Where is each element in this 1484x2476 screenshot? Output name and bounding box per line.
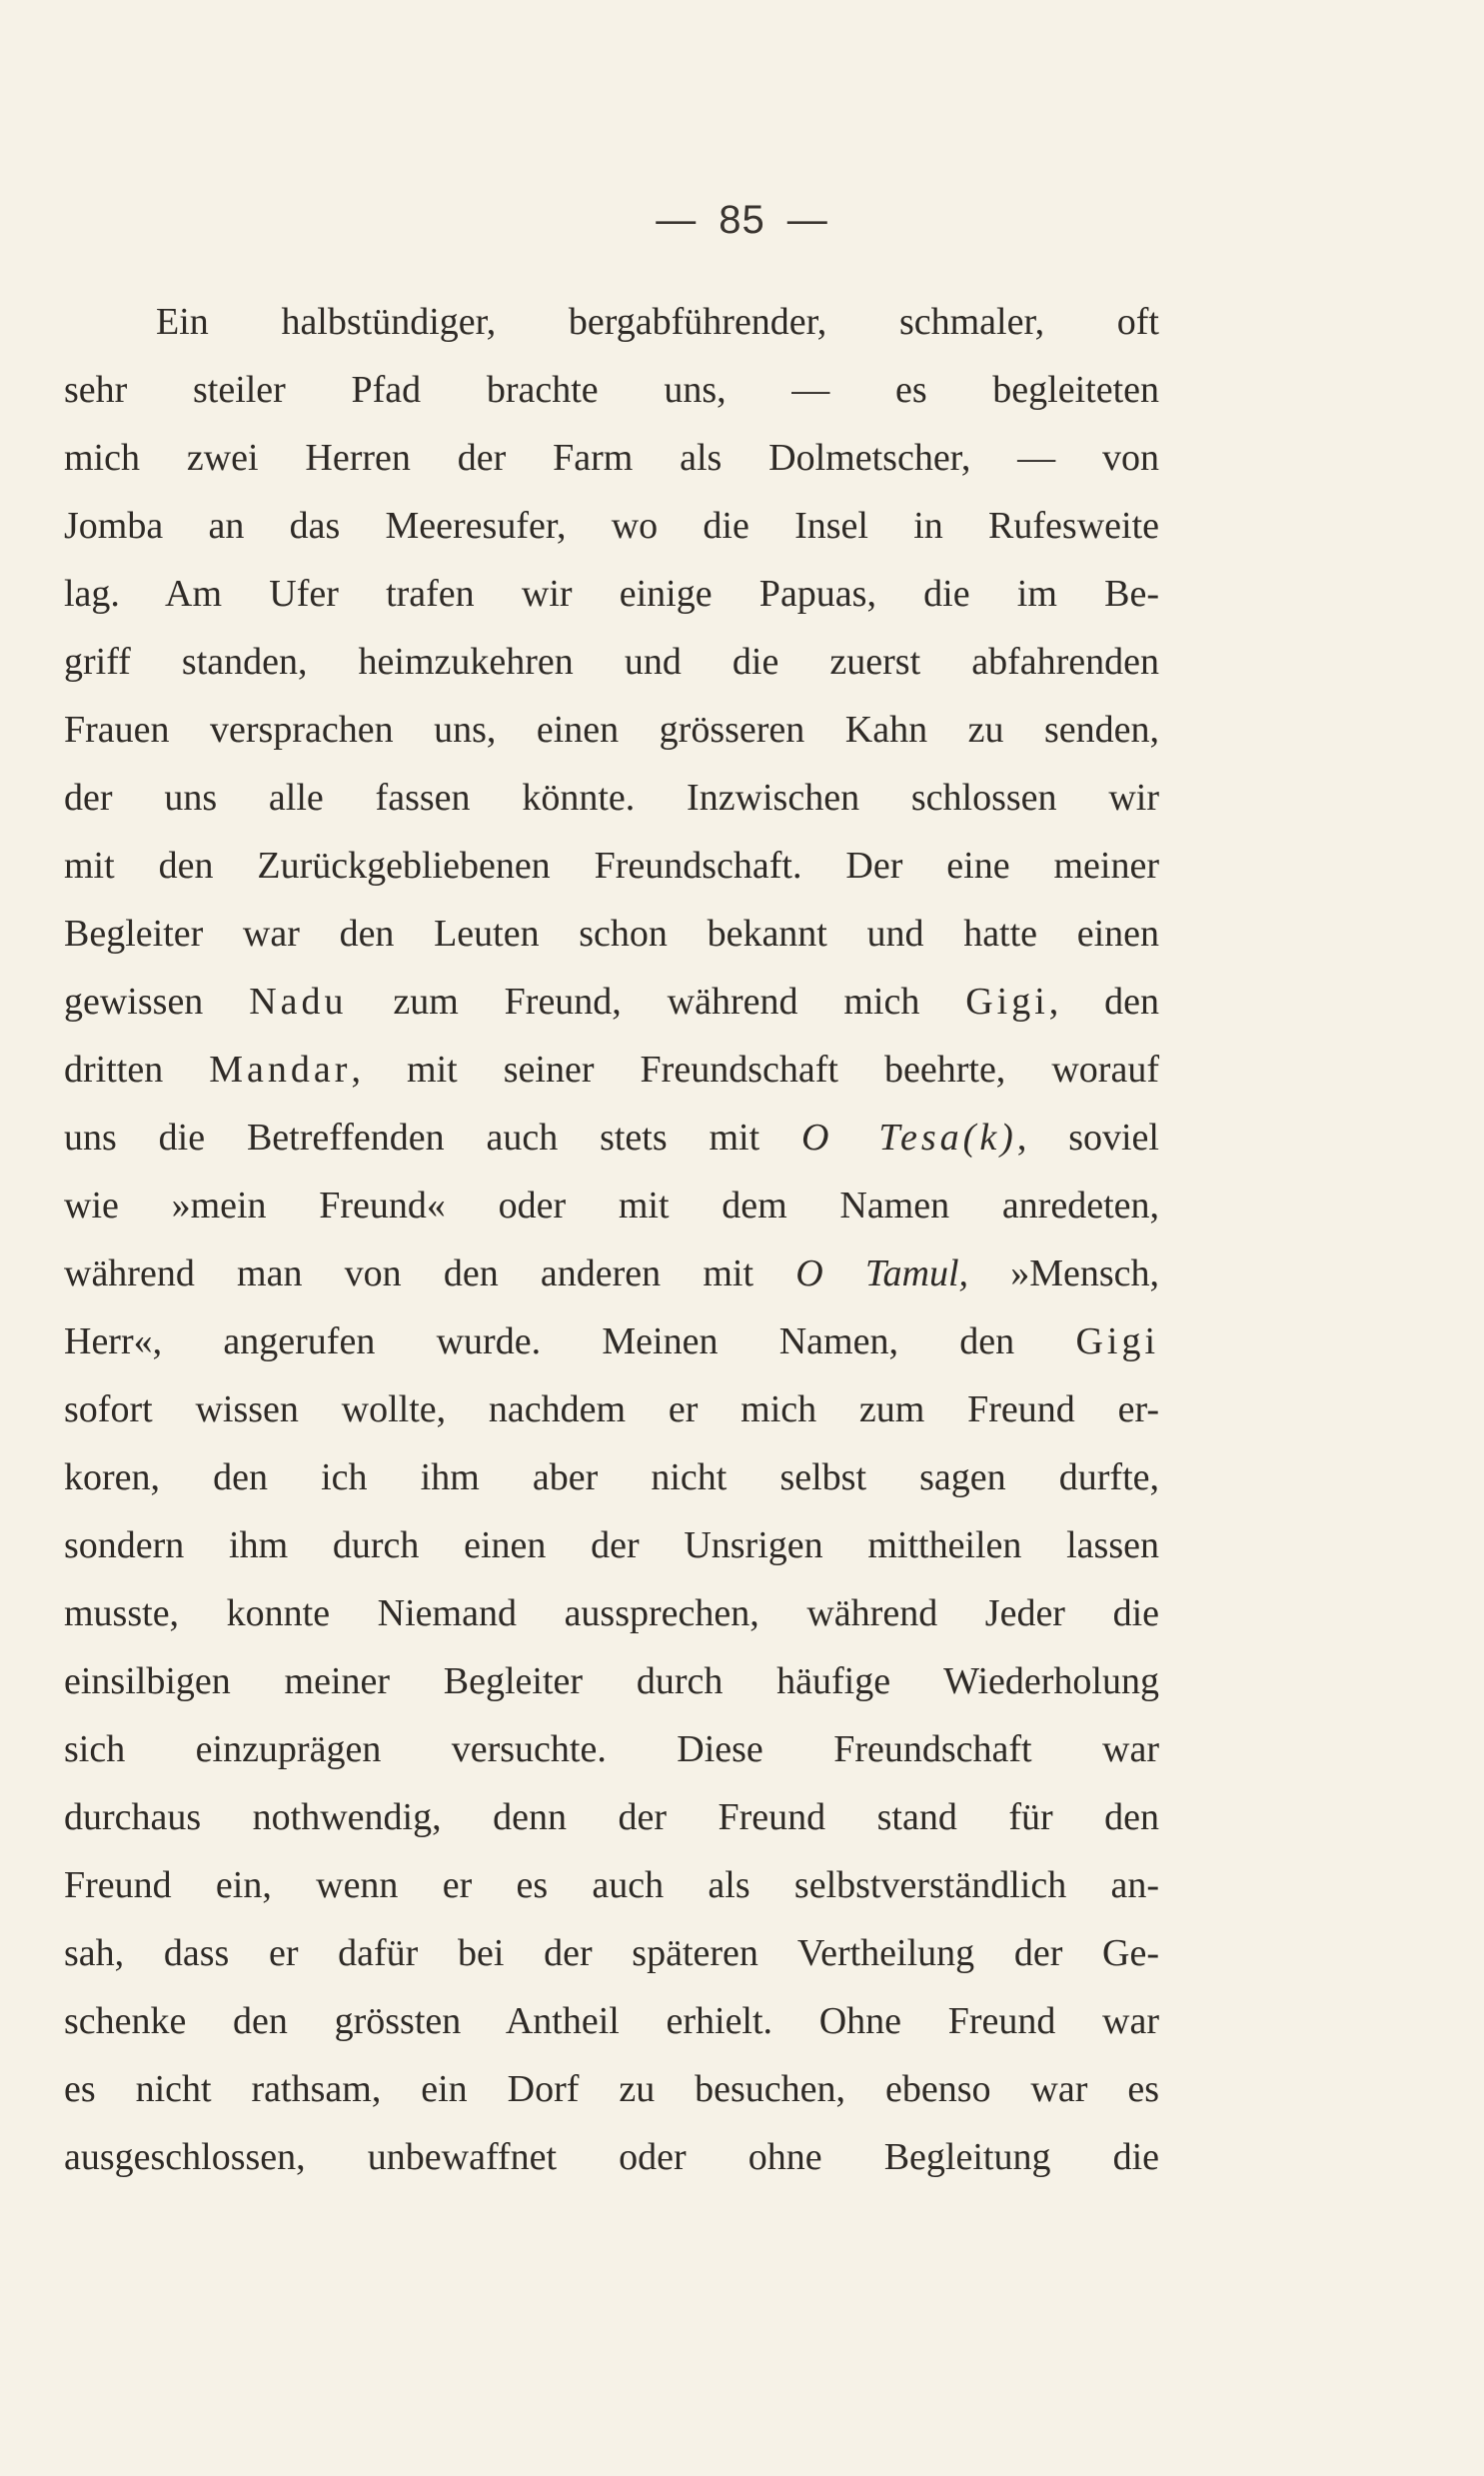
text-line: wie »mein Freund« oder mit dem Namen anredeten, bbox=[64, 1185, 1159, 1227]
text-line: dritten Mandar, mit seiner Freundschaft beehrte, worauf bbox=[64, 1049, 1159, 1091]
text-line: es nicht rathsam, ein Dorf zu besuchen, ebenso war es bbox=[64, 2068, 1159, 2110]
text-line: während man von den anderen mit O Tamul, »Mensch, bbox=[64, 1252, 1160, 1294]
text-line: sofort wissen wollte, nachdem er mich zum Freund er- bbox=[64, 1388, 1159, 1430]
text-line: schenke den grössten Antheil erhielt. Ohne Freund war bbox=[64, 2000, 1159, 2042]
text-line: gewissen Nadu zum Freund, während mich Gigi, den bbox=[64, 981, 1160, 1023]
text-line: sondern ihm durch einen der Unsrigen mittheilen lassen bbox=[64, 1524, 1159, 1566]
text-line: griff standen, heimzukehren und die zuerst abfahrenden bbox=[64, 641, 1159, 683]
text-line: sah, dass er dafür bei der späteren Vertheilung der Ge- bbox=[64, 1932, 1159, 1974]
text-line: durchaus nothwendig, denn der Freund stand für den bbox=[64, 1796, 1159, 1838]
text-line: koren, den ich ihm aber nicht selbst sagen durfte, bbox=[64, 1456, 1159, 1498]
text-line: einsilbigen meiner Begleiter durch häufige Wiederholung bbox=[64, 1660, 1159, 1702]
name-gigi: Gigi bbox=[1075, 1320, 1159, 1362]
text-line: Jomba an das Meeresufer, wo die Insel in Rufesweite bbox=[64, 505, 1159, 547]
name-mandar: Mandar bbox=[209, 1049, 352, 1091]
term-o-tamul: O Tamul, bbox=[795, 1252, 968, 1294]
name-nadu: Nadu bbox=[249, 981, 348, 1023]
text-line: musste, konnte Niemand aussprechen, während Jeder die bbox=[64, 1592, 1159, 1634]
text-line: lag. Am Ufer trafen wir einige Papuas, die im Be- bbox=[64, 573, 1159, 615]
name-gigi: Gigi bbox=[965, 981, 1049, 1023]
text-line: Freund ein, wenn er es auch als selbstverständlich an- bbox=[64, 1864, 1159, 1906]
text-line: mit den Zurückgebliebenen Freundschaft. Der eine meiner bbox=[64, 845, 1159, 887]
page-number-dash-left: — bbox=[656, 198, 698, 242]
text-line: Ein halbstündiger, bergabführender, schmaler, oft bbox=[156, 301, 1159, 343]
text-line: uns die Betreffenden auch stets mit O Tesa(k), soviel bbox=[64, 1117, 1159, 1159]
text-line: sehr steiler Pfad brachte uns, — es begleiteten bbox=[64, 369, 1159, 411]
text-line: Herr«, angerufen wurde. Meinen Namen, den Gigi bbox=[64, 1320, 1159, 1362]
text-line: der uns alle fassen könnte. Inzwischen schlossen wir bbox=[64, 777, 1159, 819]
page-number-dash-right: — bbox=[786, 198, 828, 242]
text-line: sich einzuprägen versuchte. Diese Freundschaft war bbox=[64, 1728, 1159, 1770]
page-number bbox=[0, 198, 1484, 243]
text-line: mich zwei Herren der Farm als Dolmetscher, — von bbox=[64, 437, 1159, 479]
text-line: ausgeschlossen, unbewaffnet oder ohne Begleitung die bbox=[64, 2136, 1159, 2178]
body-text bbox=[64, 288, 1159, 2191]
term-o-tesak: O Tesa(k) bbox=[801, 1117, 1017, 1159]
text-line: Frauen versprachen uns, einen grösseren Kahn zu senden, bbox=[64, 709, 1159, 751]
page-number-value: 85 bbox=[719, 198, 765, 242]
text-line: Begleiter war den Leuten schon bekannt und hatte einen bbox=[64, 913, 1159, 955]
